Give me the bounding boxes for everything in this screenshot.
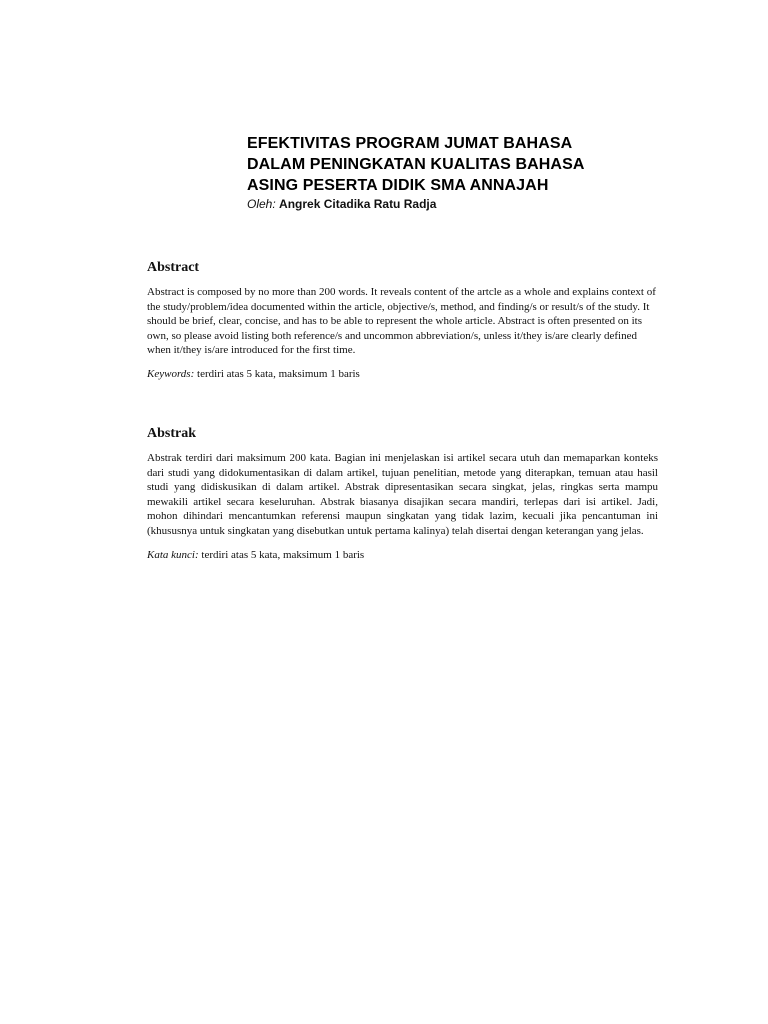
article-title-line-1: EFEKTIVITAS PROGRAM JUMAT BAHASA (247, 135, 573, 152)
abstrak-body: Abstrak terdiri dari maksimum 200 kata. Bagian ini menjelaskan isi artikel secara utuh dan memaparkan konteks dari studi yang didokumentasikan di dalam artikel, tujuan penelitian, metode yang diterapkan, temuan atau hasil studi yang didiskusikan di dalam artikel. Abstrak dipresentasikan secara singkat, jelas, ringkas serta mampu mewakili artikel secara keseluruhan. Abstrak biasanya disajikan secara mandiri, terlepas dari isi artikel. Jadi, mohon dihindari mencantumkan referensi maupun singkatan yang tidak lazim, kecuali jika pencantuman ini (khususnya untuk singkatan yang disebutkan untuk pertama kalinya) telah disertai dengan keterangan yang jelas. (147, 452, 658, 537)
article-title-line-2: DALAM PENINGKATAN KUALITAS BAHASA (247, 156, 585, 173)
kata-kunci-value: terdiri atas 5 kata, maksimum 1 baris (201, 548, 365, 561)
title-block (247, 133, 667, 212)
article-title-line-3: ASING PESERTA DIDIK SMA ANNAJAH (247, 177, 549, 194)
keywords-line (147, 367, 658, 381)
abstract-heading: Abstract (147, 260, 200, 275)
keywords-value: terdiri atas 5 kata, maksimum 1 baris (197, 367, 360, 380)
keywords-label: Keywords: (147, 367, 195, 380)
abstrak-heading: Abstrak (147, 426, 197, 441)
author-name: Angrek Citadika Ratu Radja (279, 197, 437, 211)
abstract-english-section (147, 259, 658, 381)
kata-kunci-line (147, 548, 658, 562)
abstract-indonesian-section (147, 425, 658, 562)
kata-kunci-label: Kata kunci: (147, 548, 199, 561)
author-line (247, 196, 667, 212)
abstract-body: Abstract is composed by no more than 200 words. It reveals content of the artcle as a whole and explains context of the study/problem/idea documented within the article, objective/s, method, and finding/s or result/s of the study. It should be brief, clear, concise, and has to be able to represent the whole article. Abstract is often presented on its own, so please avoid listing both reference/s and uncommon abbreviation/s, unless it/they is/are clearly defined when it/they is/are introduced for the first time. (147, 286, 656, 357)
author-prefix: Oleh: (247, 197, 276, 211)
